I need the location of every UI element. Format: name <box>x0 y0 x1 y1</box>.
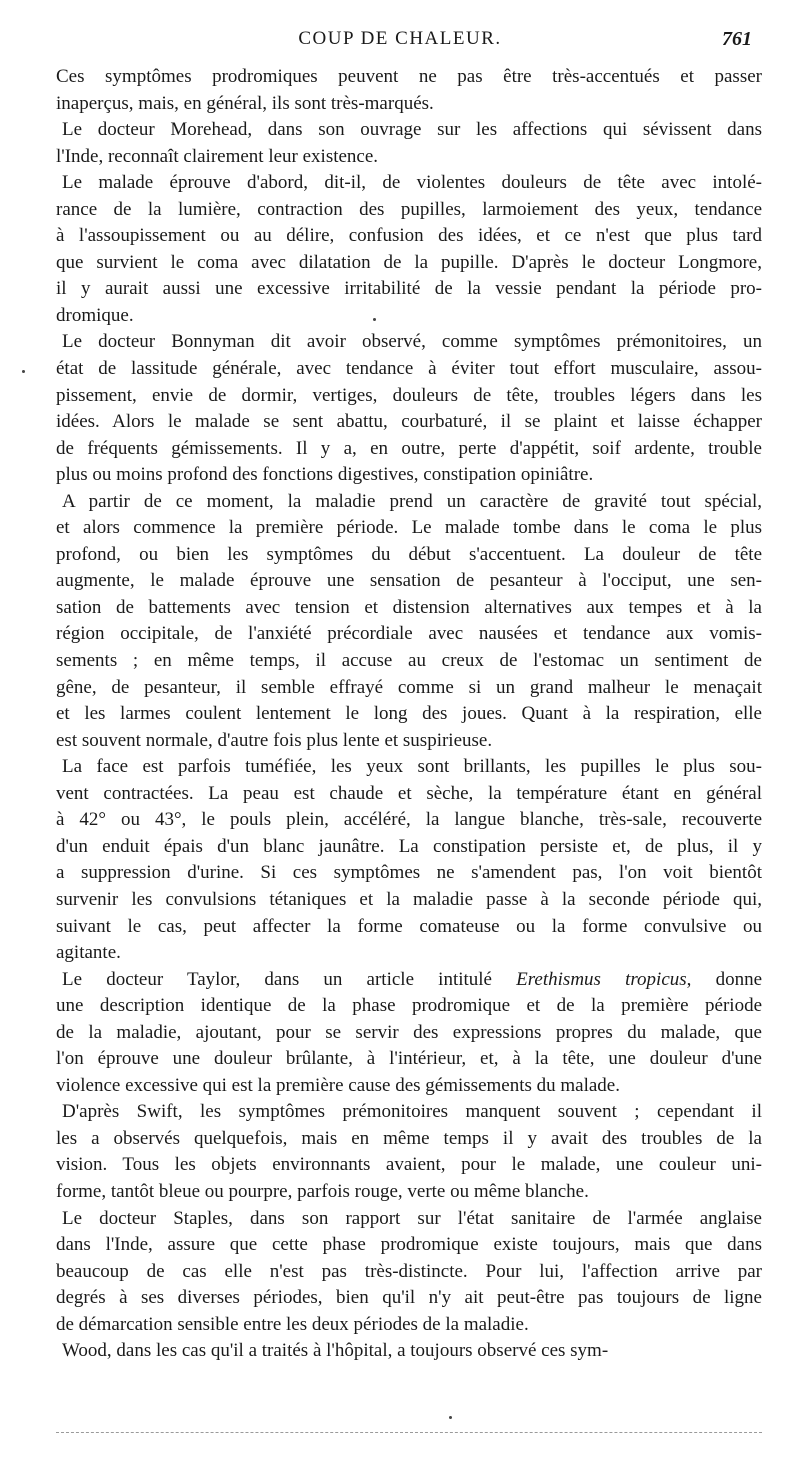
paragraph <box>56 1206 762 1339</box>
paragraph <box>56 329 762 488</box>
paragraph <box>56 170 762 329</box>
text-line: et les larmes coulent lentement le long des joues. Quant à la respiration, elle <box>56 703 762 725</box>
text-line: agitante. <box>56 942 121 964</box>
text-line: vent contractées. La peau est chaude et sèche, la température étant en général <box>56 782 762 804</box>
paragraph <box>56 1099 762 1205</box>
text-line: Le malade éprouve d'abord, dit-il, de violentes douleurs de tête avec intolé- <box>62 172 762 194</box>
paragraph <box>56 967 762 1100</box>
text-line: les a observés quelquefois, mais en même temps il y avait des troubles de la <box>56 1127 762 1149</box>
print-speck <box>22 370 25 373</box>
running-title: COUP DE CHALEUR. <box>298 28 502 49</box>
text-line: Le docteur Morehead, dans son ouvrage sur les affections qui sévissent dans <box>62 119 762 141</box>
text-line: région occipitale, de l'anxiété précordiale avec nausées et tendance aux vomis- <box>56 623 762 645</box>
text-line: suivant le cas, peut affecter la forme comateuse ou la forme convulsive ou <box>56 915 762 937</box>
running-head <box>0 28 800 58</box>
text-line: l'Inde, reconnaît clairement leur existence. <box>56 145 379 167</box>
print-speck <box>373 318 376 321</box>
text-line: Le docteur Bonnyman dit avoir observé, comme symptômes prémonitoires, un <box>62 331 762 353</box>
text-line: profond, ou bien les symptômes du début s'accentuent. La douleur de tête <box>56 543 762 565</box>
text-line: beaucoup de cas elle n'est pas très-distincte. Pour lui, l'affection arrive par <box>56 1260 762 1282</box>
text-line: dans l'Inde, assure que cette phase prodromique existe toujours, mais que dans <box>56 1234 762 1256</box>
text-line: pissement, envie de dormir, vertiges, douleurs de tête, troubles légers dans les <box>56 384 762 406</box>
paragraph <box>56 64 762 117</box>
text-line: vision. Tous les objets environnants avaient, pour le malade, une couleur uni- <box>56 1154 762 1176</box>
footer-rule <box>56 1432 762 1433</box>
text-line: D'après Swift, les symptômes prémonitoires manquent souvent ; cependant il <box>62 1101 762 1123</box>
print-speck <box>449 1416 452 1419</box>
text-line: inaperçus, mais, en général, ils sont très-marqués. <box>56 92 434 114</box>
text-line: plus ou moins profond des fonctions digestives, constipation opiniâtre. <box>56 464 594 486</box>
text-line: La face est parfois tuméfiée, les yeux sont brillants, les pupilles le plus sou- <box>62 756 762 778</box>
text-line: violence excessive qui est la première cause des gémissements du malade. <box>56 1074 620 1096</box>
text-line: idées. Alors le malade se sent abattu, courbaturé, il se plaint et laisse échapper <box>56 411 762 433</box>
text-line: dromique. <box>56 304 134 326</box>
text-line: état de lassitude générale, avec tendance à éviter tout effort musculaire, assou- <box>56 358 762 380</box>
text-line: a suppression d'urine. Si ces symptômes ne s'amendent pas, l'on voit bientôt <box>56 862 762 884</box>
text-line: Ces symptômes prodromiques peuvent ne pas être très-accentués et passer <box>56 66 762 87</box>
text-line: de démarcation sensible entre les deux périodes de la maladie. <box>56 1313 529 1335</box>
text-line: l'on éprouve une douleur brûlante, à l'intérieur, et, à la tête, une douleur d'une <box>56 1048 762 1070</box>
text-line: Wood, dans les cas qu'il a traités à l'hôpital, a toujours observé ces sym- <box>62 1340 609 1362</box>
paragraph <box>56 117 762 170</box>
text-line: est souvent normale, d'autre fois plus lente et suspirieuse. <box>56 729 493 751</box>
text-line: de la maladie, ajoutant, pour se servir des expressions propres du malade, que <box>56 1021 762 1043</box>
text-line: de fréquents gémissements. Il y a, en outre, perte d'appétit, soif ardente, trouble <box>56 437 762 459</box>
text-line: forme, tantôt bleue ou pourpre, parfois rouge, verte ou même blanche. <box>56 1180 589 1202</box>
text-line: sements ; en même temps, il accuse au creux de l'estomac un sentiment de <box>56 650 762 672</box>
text-line: une description identique de la phase prodromique et de la première période <box>56 995 762 1017</box>
text-line: gêne, de pesanteur, il semble effrayé comme si un grand malheur le menaçait <box>56 676 762 698</box>
paragraph <box>56 489 762 754</box>
text-line: Le docteur Taylor, dans un article intitulé Erethismus tropicus, donne <box>62 968 763 990</box>
paragraph <box>56 754 762 966</box>
text-line: que survient le coma avec dilatation de la pupille. D'après le docteur Longmore, <box>56 251 762 273</box>
text-line: A partir de ce moment, la maladie prend un caractère de gravité tout spécial, <box>62 490 762 512</box>
italic-title: Erethismus tropicus <box>516 968 687 990</box>
body-text <box>56 64 762 1365</box>
text-line: augmente, le malade éprouve une sensation de pesanteur à l'occiput, une sen- <box>56 570 762 592</box>
text-line: survenir les convulsions tétaniques et la maladie passe à la seconde période qui, <box>56 888 762 910</box>
text-line: et alors commence la première période. Le malade tombe dans le coma le plus <box>56 517 762 539</box>
page-number: 761 <box>722 28 752 50</box>
text-line: Le docteur Staples, dans son rapport sur l'état sanitaire de l'armée anglaise <box>62 1207 762 1229</box>
paragraph <box>56 1338 762 1365</box>
text-line: sation de battements avec tension et distension alternatives aux tempes et à la <box>56 596 762 618</box>
text-line: il y aurait aussi une excessive irritabilité de la vessie pendant la période pro- <box>56 278 762 300</box>
text-line: degrés à ses diverses périodes, bien qu'il n'y ait peut-être pas toujours de ligne <box>56 1287 762 1309</box>
text-line: d'un enduit épais d'un blanc jaunâtre. La constipation persiste et, de plus, il y <box>56 835 762 857</box>
text-line: rance de la lumière, contraction des pupilles, larmoiement des yeux, tendance <box>56 198 762 220</box>
text-line: à 42° ou 43°, le pouls plein, accéléré, la langue blanche, très-sale, recouverte <box>56 809 762 831</box>
text-line: à l'assoupissement ou au délire, confusion des idées, et ce n'est que plus tard <box>56 225 762 247</box>
